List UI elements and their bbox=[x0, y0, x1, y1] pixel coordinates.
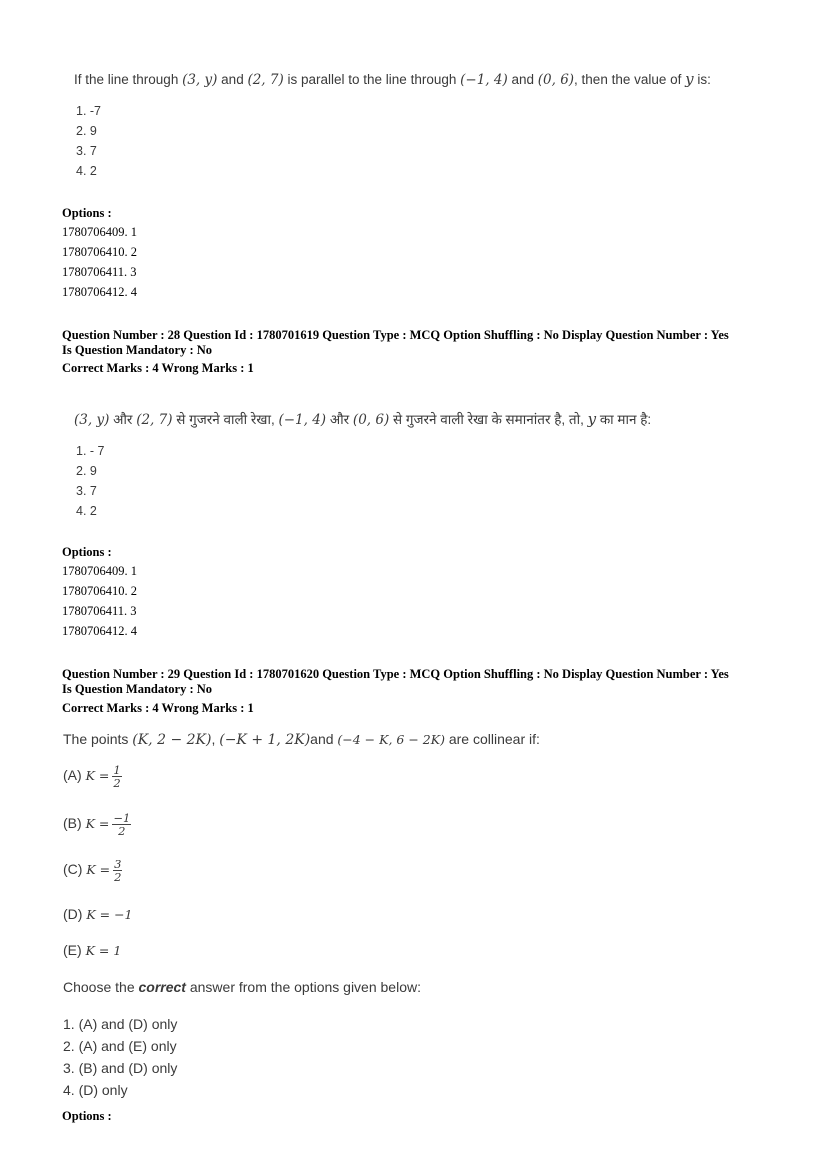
q29-statement-e: (E) K = 1 bbox=[63, 942, 122, 958]
q29-choice-2: 2. (A) and (E) only bbox=[63, 1038, 177, 1054]
q28-marks: Correct Marks : 4 Wrong Marks : 1 bbox=[62, 361, 254, 375]
q29-header-line1: Question Number : 29 Question Id : 1780701620 Question Type : MCQ Option Shuffling : No Display Question Number : Yes bbox=[62, 667, 729, 681]
q28-options-label: Options : bbox=[62, 545, 112, 559]
q29-statement-c: (C) K = $\frac{3}{2}$ bbox=[63, 857, 122, 884]
q28-question-text-hindi: (3, y) और (2, 7) से गुजरने वाली रेखा, (−1, 4) और (0, 6) से गुजरने वाली रेखा के समानांतर है, तो, y का मान है: bbox=[74, 410, 652, 428]
q28-choice-2: 2. 9 bbox=[76, 464, 97, 478]
q27-question-text: If the line through (3, y) and (2, 7) is parallel to the line through (−1, 4) and (0, 6), then the value of y is: bbox=[74, 70, 711, 88]
q29-choice-1: 1. (A) and (D) only bbox=[63, 1016, 178, 1032]
q29-choose-instruction: Choose the correct answer from the options given below: bbox=[63, 979, 421, 995]
q29-statement-b: (B) K = $\frac{-1}{2}$ bbox=[63, 811, 131, 838]
q29-choice-3: 3. (B) and (D) only bbox=[63, 1060, 178, 1076]
q28-header-line2: Is Question Mandatory : No bbox=[62, 343, 213, 357]
q29-header-line2: Is Question Mandatory : No bbox=[62, 682, 213, 696]
q28-choice-1: 1. - 7 bbox=[76, 444, 105, 458]
q29-marks: Correct Marks : 4 Wrong Marks : 1 bbox=[62, 701, 254, 715]
q29-question-text: The points (K, 2 − 2K), (−K + 1, 2K)and (−4 − K, 6 − 2K) are collinear if: bbox=[63, 731, 540, 748]
q27-choice-3: 3. 7 bbox=[76, 144, 97, 158]
q27-choice-2: 2. 9 bbox=[76, 124, 97, 138]
q28-header-line1: Question Number : 28 Question Id : 1780701619 Question Type : MCQ Option Shuffling : No Display Question Number : Yes bbox=[62, 328, 729, 342]
q27-option-3: 1780706411. 3 bbox=[62, 265, 137, 279]
q27-options-label: Options : bbox=[62, 206, 112, 220]
q27-choice-1: 1. -7 bbox=[76, 104, 102, 118]
q28-option-3: 1780706411. 3 bbox=[62, 604, 137, 618]
q27-option-1: 1780706409. 1 bbox=[62, 225, 137, 239]
q28-choice-3: 3. 7 bbox=[76, 484, 97, 498]
q27-option-4: 1780706412. 4 bbox=[62, 285, 137, 299]
q28-choice-4: 4. 2 bbox=[76, 504, 97, 518]
q28-option-2: 1780706410. 2 bbox=[62, 584, 137, 598]
q27-option-2: 1780706410. 2 bbox=[62, 245, 137, 259]
q29-options-label: Options : bbox=[62, 1109, 112, 1123]
q29-choice-4: 4. (D) only bbox=[63, 1082, 128, 1098]
q29-statement-a: (A) K = $\frac{1}{2}$ bbox=[63, 763, 121, 790]
q29-statement-d: (D) K = −1 bbox=[63, 906, 133, 922]
q28-option-4: 1780706412. 4 bbox=[62, 624, 137, 638]
q27-choice-4: 4. 2 bbox=[76, 164, 97, 178]
q28-option-1: 1780706409. 1 bbox=[62, 564, 137, 578]
